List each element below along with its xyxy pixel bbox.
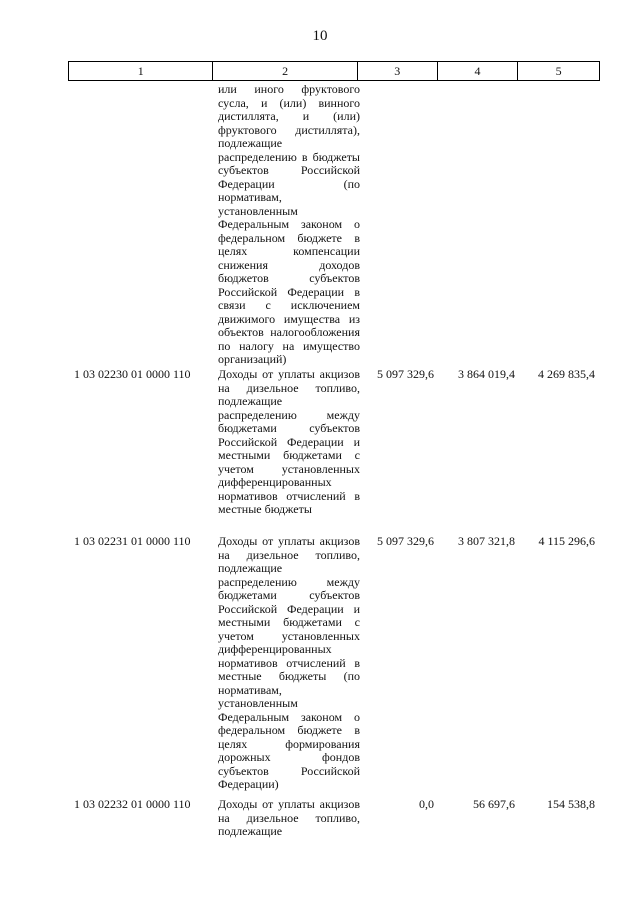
row-3-description: Доходы от уплаты акцизов на дизельное топливо, подлежащие: [218, 797, 360, 838]
row-1-col3: 5 097 329,6: [377, 367, 434, 381]
continuation-description: или иного фруктового сусла, и (или) винного дистиллята, и (или) фруктового дистиллята), подлежащие распределению в бюджеты субъектов Российской Федерации (по нормативам, установленным Федеральным законом о федеральном бюджете в целях компенсации снижения доходов бюджетов субъектов Российской Федерации в связи с исключением движимого имущества из объектов налогообложения по налогу на имущество организаций): [218, 82, 360, 366]
row-3-col3: 0,0: [419, 797, 434, 811]
row-3-col5: 154 538,8: [547, 797, 595, 811]
header-col-5: 5: [555, 64, 562, 78]
row-1-col5: 4 269 835,4: [538, 367, 595, 381]
row-1-description: Доходы от уплаты акцизов на дизельное топливо, подлежащие распределению между бюджетами субъектов Российской Федерации и местными бюджетами с учетом установленных дифференцированных нормативов отчислений в местные бюджеты: [218, 367, 360, 516]
header-col-1: 1: [69, 62, 213, 80]
header-col-2: 2: [213, 62, 357, 80]
header-col-4: 4: [438, 62, 519, 80]
header-col-3: 3: [358, 62, 438, 80]
row-3-code: 1 03 02232 01 0000 110: [74, 797, 191, 811]
row-2-col4: 3 807 321,8: [458, 534, 515, 548]
row-2-description: Доходы от уплаты акцизов на дизельное топливо, подлежащие распределению между бюджетами субъектов Российской Федерации и местными бюджетами с учетом установленных дифференцированных нормативов отчислений в местные бюджеты (по нормативам, установленным Федеральным законом о федеральном бюджете в целях формирования дорожных фондов субъектов Российской Федерации): [218, 534, 360, 791]
row-2-col5: 4 115 296,6: [538, 534, 595, 548]
row-3-col4: 56 697,6: [473, 797, 515, 811]
row-1-col4: 3 864 019,4: [458, 367, 515, 381]
page-number: 10: [312, 28, 328, 44]
table-header: [68, 61, 600, 81]
row-2-code: 1 03 02231 01 0000 110: [74, 534, 191, 548]
row-1-code: 1 03 02230 01 0000 110: [74, 367, 191, 381]
row-2-col3: 5 097 329,6: [377, 534, 434, 548]
